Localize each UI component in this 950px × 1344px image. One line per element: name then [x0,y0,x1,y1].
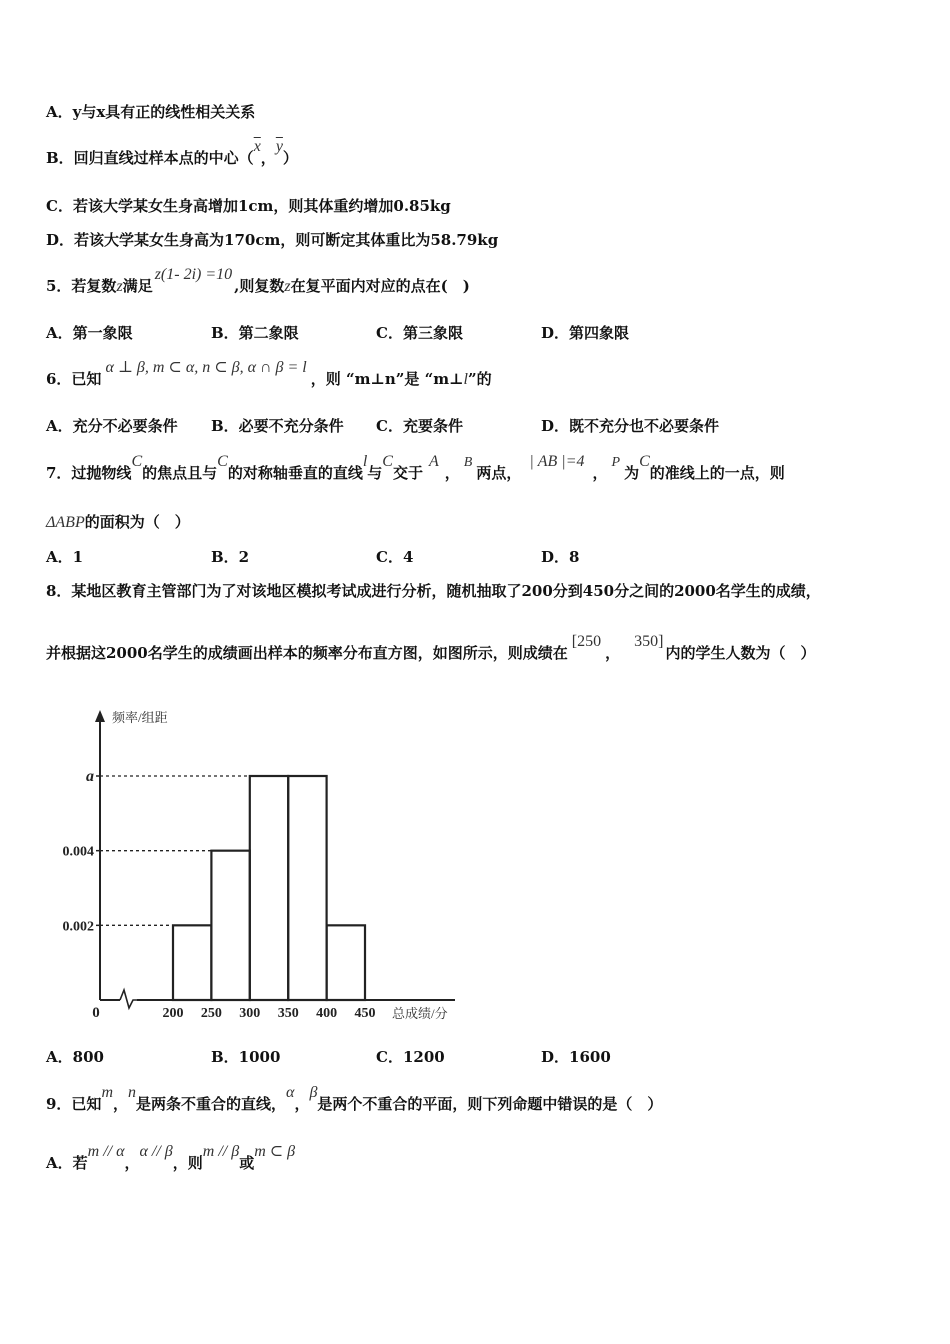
q7-stem-cont [46,512,190,533]
q9-stem [46,1084,663,1115]
y-tick-label-2: a [86,768,94,785]
q7-t11: 的面积为（ ） [84,513,190,531]
y-tick-label-1: 0.004 [62,844,94,860]
q7-c4: C [639,453,650,470]
q7-t3: 的对称轴垂直的直线 [227,464,363,482]
q6-pre: 6．已知 [46,370,102,388]
q4-b-prefix: B．回归直线过样本点的中心（ [46,149,254,167]
q4-b-comma: ， [260,149,276,167]
x-tick-label-400: 400 [316,1006,338,1021]
bar-400-450 [327,925,365,1000]
bar-300-350 [250,776,288,1000]
q5-mid: 满足 [122,277,153,295]
q9-a-pre: A．若 [46,1154,88,1172]
q9-t3: 是两条不重合的直线， [136,1095,287,1113]
q8-option-d: D．1600 [541,1048,611,1066]
q5-option-c: C．第三象限 [376,324,463,342]
q6-option-a: A．充分不必要条件 [46,417,178,435]
q8-line2-pre: 并根据这2000名学生的成绩画出样本的频率分布直方图，如图所示，则成绩在 [46,644,568,662]
q4-option-d: D．若该大学某女生身高为170cm，则可断定其体重比为58.79kg [46,231,499,249]
q8-option-a: A．800 [46,1048,104,1066]
q6-option-d: D．既不充分也不必要条件 [541,417,720,435]
q7-t4: 与 [367,464,383,482]
q7-t10: 的准线上的一点，则 [649,464,785,482]
q7-c3: C [382,453,393,470]
q5-post: ,则复数 [234,277,285,295]
q7-option-d: D．8 [541,548,580,566]
q7-ab: | AB |=4 [529,453,585,470]
q7-t7: 两点， [476,464,522,482]
q5-z: z [116,278,123,295]
q8-interval-comma: ， [605,644,621,662]
q7-stem [46,453,785,485]
q9-beta: β [309,1084,318,1101]
q8-stem-line2 [46,633,816,664]
q7-triangle: ΔABP [46,514,85,531]
q4-b-y: $\overline{y}$ [275,138,283,155]
q4-option-c: C．若该大学某女生身高增加1cm，则其体重约增加0.85kg [46,197,451,215]
y-axis-arrow [95,710,105,722]
q7-option-c: C．4 [376,548,414,566]
x-axis-label: 总成绩/分 [392,1006,448,1021]
q5-pre: 5．若复数 [46,277,117,295]
q7-t8: ， [592,464,608,482]
q7-t9: 为 [624,464,640,482]
x-tick-label-200: 200 [162,1006,184,1021]
q6-stem [46,359,492,390]
bar-200-250 [173,925,211,1000]
x-tick-label-250: 250 [200,1006,222,1021]
q7-p: P [611,455,621,470]
x-tick-label-300: 300 [239,1006,261,1021]
q6-l: l [463,371,468,388]
q9-a-f1: m // α [87,1143,125,1160]
q5-stem [46,266,470,297]
q9-m: m [101,1084,113,1101]
q9-a-f4: m ⊂ β [254,1143,296,1160]
q5-option-b: B．第二象限 [211,324,299,342]
origin-label: 0 [92,1005,100,1021]
q5-option-a: A．第一象限 [46,324,133,342]
q6-option-c: C．充要条件 [376,417,463,435]
q9-option-a [46,1143,296,1174]
q8-line2-post: 内的学生人数为（ ） [665,644,816,662]
q7-c2: C [217,453,228,470]
q7-l: l [362,453,368,470]
q9-n: n [128,1084,137,1101]
bar-250-300 [211,851,249,1000]
q9-a-or: 或 [239,1154,255,1172]
q8-stem-line1: 8．某地区教育主管部门为了对该地区模拟考试成进行分析，随机抽取了200分到450分之间的2000名学生的成绩， [46,582,821,600]
q7-b: B [463,455,473,470]
q5-post2: 在复平面内对应的点在( ) [290,277,470,295]
q9-a-c1: ， [124,1154,140,1172]
q7-c1: C [131,453,143,470]
q6-post: ，则 “m⊥n”是 “m⊥ [310,370,464,388]
q8-option-b: B．1000 [211,1048,281,1066]
q9-a-f2: α // β [139,1143,173,1160]
frequency-histogram [40,700,470,1030]
q9-t5: 是两个不重合的平面，则下列命题中错误的是（ ） [317,1095,663,1113]
q9-a-f3: m // β [202,1143,240,1160]
q9-t1: 9．已知 [46,1095,102,1113]
q7-option-a: A．1 [46,548,84,566]
q8-interval-right: 350] [634,633,664,650]
q9-t2: ， [113,1095,129,1113]
q9-a-c2: ，则 [172,1154,203,1172]
y-tick-label-0: 0.002 [62,919,94,935]
q7-t2: 的焦点且与 [142,464,218,482]
q6-formula: α ⊥ β, m ⊂ α, n ⊂ β, α ∩ β = l [105,359,307,376]
q6-post2: ”的 [467,370,492,388]
q9-t4: ， [294,1095,310,1113]
q7-t1: 7．过抛物线 [46,464,132,482]
q5-formula: z(1- 2i) =10 [154,266,233,283]
q4-b-suffix: ） [282,149,298,167]
q7-t5: 交于 [392,464,423,482]
q4-option-a: A．y与x具有正的线性相关关系 [46,103,256,121]
q6-option-b: B．必要不充分条件 [211,417,344,435]
q5-z2: z [284,278,291,295]
q4-b-x: $\overline{x}$ [253,138,261,155]
q5-option-d: D．第四象限 [541,324,630,342]
x-axis-break [120,990,137,1008]
q4-option-b [46,138,298,169]
q8-interval-left: [250 [571,633,602,650]
q8-option-c: C．1200 [376,1048,445,1066]
bar-350-400 [288,776,326,1000]
q9-alpha: α [286,1084,295,1101]
q7-option-b: B．2 [211,548,250,566]
q7-a: A [428,453,439,470]
y-axis-label: 频率/组距 [112,710,168,725]
q7-t6: ， [444,464,460,482]
x-tick-label-350: 350 [277,1006,299,1021]
x-tick-label-450: 450 [354,1006,376,1021]
